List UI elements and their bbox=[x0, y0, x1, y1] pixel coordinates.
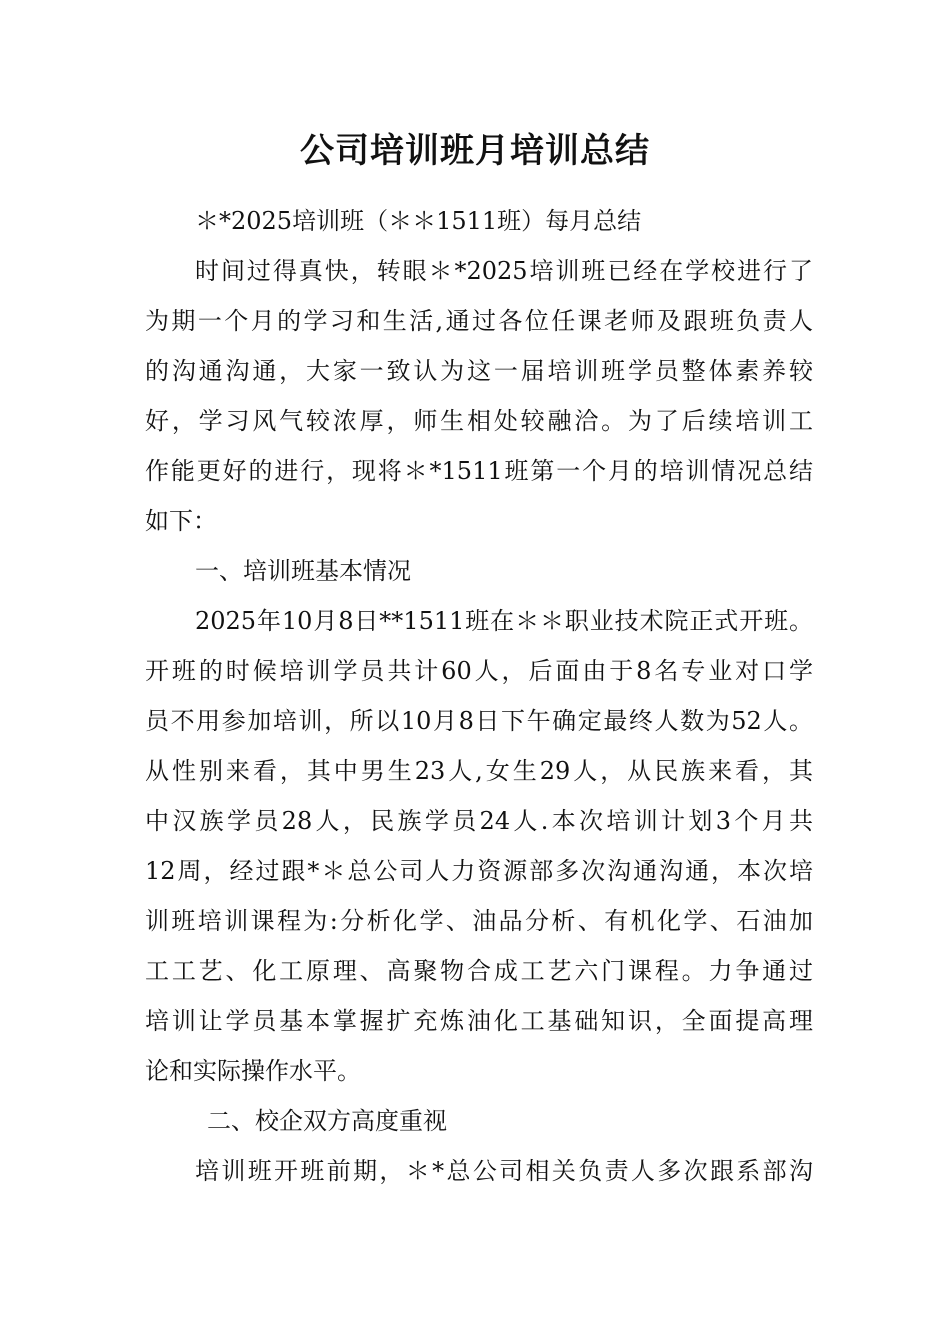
paragraph-1-line-3: 的沟通沟通，大家一致认为这一届培训班学员整体素养较 bbox=[145, 357, 813, 385]
paragraph-2-line-7: 训班培训课程为:分析化学、油品分析、有机化学、石油加 bbox=[145, 907, 813, 935]
paragraph-2-line-6: 12周，经过跟*＊总公司人力资源部多次沟通沟通，本次培 bbox=[145, 857, 813, 885]
paragraph-2-line-3: 员不用参加培训，所以10月8日下午确定最终人数为52人。 bbox=[145, 707, 813, 735]
document-subtitle: ＊*2025培训班（＊＊1511班）每月总结 bbox=[195, 207, 642, 235]
document-title: 公司培训班月培训总结 bbox=[300, 131, 650, 171]
paragraph-2-line-1: 2025年10月8日**1511班在＊＊职业技术院正式开班。 bbox=[195, 607, 813, 635]
paragraph-2-line-5: 中汉族学员28人，民族学员24人.本次培训计划3个月共 bbox=[145, 807, 813, 835]
paragraph-2-line-4: 从性别来看，其中男生23人,女生29人，从民族来看，其 bbox=[145, 757, 813, 785]
paragraph-3-line-1: 培训班开班前期，＊*总公司相关负责人多次跟系部沟 bbox=[195, 1157, 813, 1185]
paragraph-1-line-5: 作能更好的进行，现将＊*1511班第一个月的培训情况总结 bbox=[145, 457, 813, 485]
document-body bbox=[145, 196, 813, 1196]
paragraph-1-line-2: 为期一个月的学习和生活,通过各位任课老师及跟班负责人 bbox=[145, 307, 813, 335]
section-heading-2: 二、校企双方高度重视 bbox=[207, 1107, 447, 1135]
paragraph-2-line-10: 论和实际操作水平。 bbox=[145, 1057, 361, 1085]
paragraph-1-line-6: 如下： bbox=[145, 507, 217, 535]
section-heading-1: 一、培训班基本情况 bbox=[195, 557, 411, 585]
paragraph-2-line-9: 培训让学员基本掌握扩充炼油化工基础知识，全面提高理 bbox=[145, 1007, 813, 1035]
paragraph-1-line-1: 时间过得真快，转眼＊*2025培训班已经在学校进行了 bbox=[195, 257, 813, 285]
paragraph-2-line-8: 工工艺、化工原理、高聚物合成工艺六门课程。力争通过 bbox=[145, 957, 813, 985]
paragraph-2-line-2: 开班的时候培训学员共计60人，后面由于8名专业对口学 bbox=[145, 657, 813, 685]
paragraph-1-line-4: 好，学习风气较浓厚，师生相处较融洽。为了后续培训工 bbox=[145, 407, 813, 435]
